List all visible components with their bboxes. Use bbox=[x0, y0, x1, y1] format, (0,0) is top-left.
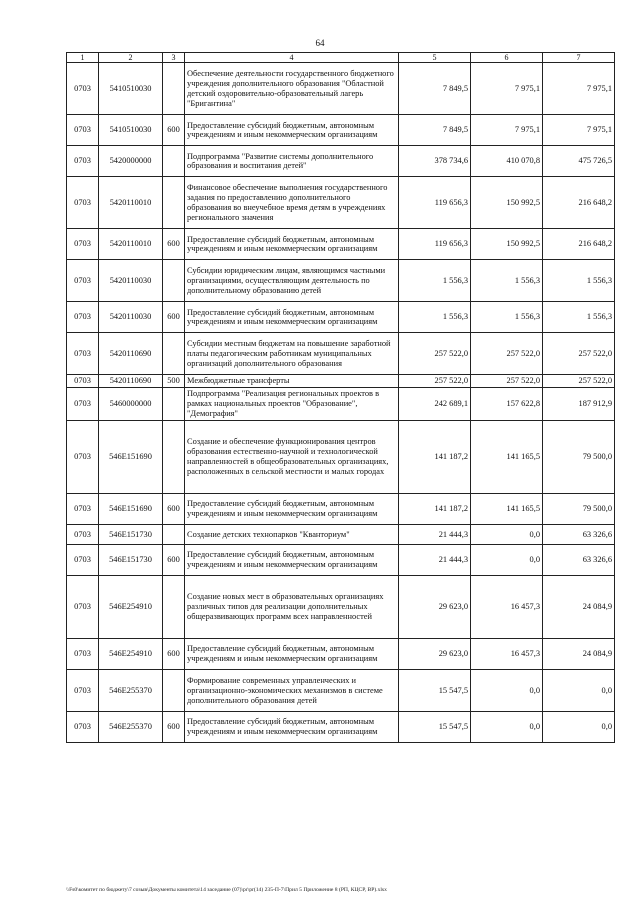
expense-type-code-cell: 500 bbox=[163, 375, 185, 388]
expense-type-code-cell bbox=[163, 388, 185, 421]
expense-type-code-cell: 600 bbox=[163, 712, 185, 743]
section-code-cell: 0703 bbox=[67, 670, 99, 712]
item-name-cell: Подпрограмма "Реализация региональных проектов в рамках национальных проектов "Образование", "Демография" bbox=[185, 388, 399, 421]
section-code-cell: 0703 bbox=[67, 177, 99, 229]
section-code-cell: 0703 bbox=[67, 525, 99, 545]
amount-col6-cell: 16 457,3 bbox=[471, 639, 543, 670]
section-code-cell: 0703 bbox=[67, 333, 99, 375]
item-name-cell: Предоставление субсидий бюджетным, автономным учреждениям и иным некоммерческим организациям bbox=[185, 712, 399, 743]
target-item-code-cell: 546E254910 bbox=[99, 639, 163, 670]
amount-col5-cell: 378 734,6 bbox=[399, 146, 471, 177]
amount-col7-cell: 1 556,3 bbox=[543, 302, 615, 333]
amount-col6-cell: 410 070,8 bbox=[471, 146, 543, 177]
amount-col5-cell: 21 444,3 bbox=[399, 545, 471, 576]
item-name-cell: Обеспечение деятельности государственного бюджетного учреждения дополнительного образования "Областной детский оздоровительно-образовательный лагерь "Бригантина" bbox=[185, 63, 399, 115]
column-number-row bbox=[67, 53, 615, 63]
expense-type-code-cell bbox=[163, 670, 185, 712]
table-row bbox=[67, 670, 615, 712]
amount-col7-cell: 257 522,0 bbox=[543, 375, 615, 388]
column-number: 3 bbox=[163, 53, 185, 63]
item-name-cell: Создание и обеспечение функционирования центров образования естественно-научной и технологической направленностей в общеобразовательных организациях, расположенных в сельской местности и малых городах bbox=[185, 421, 399, 494]
amount-col5-cell: 119 656,3 bbox=[399, 229, 471, 260]
table-row bbox=[67, 375, 615, 388]
amount-col5-cell: 29 623,0 bbox=[399, 576, 471, 639]
amount-col7-cell: 79 500,0 bbox=[543, 494, 615, 525]
item-name-cell: Предоставление субсидий бюджетным, автономным учреждениям и иным некоммерческим организациям bbox=[185, 639, 399, 670]
amount-col5-cell: 141 187,2 bbox=[399, 494, 471, 525]
amount-col7-cell: 7 975,1 bbox=[543, 63, 615, 115]
amount-col6-cell: 0,0 bbox=[471, 525, 543, 545]
expense-type-code-cell bbox=[163, 146, 185, 177]
expense-type-code-cell: 600 bbox=[163, 229, 185, 260]
amount-col6-cell: 257 522,0 bbox=[471, 375, 543, 388]
target-item-code-cell: 5420000000 bbox=[99, 146, 163, 177]
table-row bbox=[67, 333, 615, 375]
item-name-cell: Подпрограмма "Развитие системы дополнительного образования и воспитания детей" bbox=[185, 146, 399, 177]
section-code-cell: 0703 bbox=[67, 146, 99, 177]
amount-col6-cell: 0,0 bbox=[471, 545, 543, 576]
item-name-cell: Финансовое обеспечение выполнения государственного задания по предоставлению дополнительного образования во внеучебное время детям в учреждениях регионального значения bbox=[185, 177, 399, 229]
section-code-cell: 0703 bbox=[67, 302, 99, 333]
item-name-cell: Предоставление субсидий бюджетным, автономным учреждениям и иным некоммерческим организациям bbox=[185, 494, 399, 525]
item-name-cell: Субсидии юридическим лицам, являющимся частными организациями, осуществляющим деятельность по дополнительному образованию детей bbox=[185, 260, 399, 302]
table-row bbox=[67, 494, 615, 525]
table-row bbox=[67, 525, 615, 545]
table-row bbox=[67, 115, 615, 146]
target-item-code-cell: 546E151690 bbox=[99, 421, 163, 494]
amount-col5-cell: 119 656,3 bbox=[399, 177, 471, 229]
expense-type-code-cell bbox=[163, 525, 185, 545]
amount-col5-cell: 242 689,1 bbox=[399, 388, 471, 421]
amount-col6-cell: 7 975,1 bbox=[471, 63, 543, 115]
amount-col5-cell: 21 444,3 bbox=[399, 525, 471, 545]
section-code-cell: 0703 bbox=[67, 494, 99, 525]
table-row bbox=[67, 576, 615, 639]
section-code-cell: 0703 bbox=[67, 63, 99, 115]
item-name-cell: Предоставление субсидий бюджетным, автономным учреждениям и иным некоммерческим организациям bbox=[185, 115, 399, 146]
expense-type-code-cell: 600 bbox=[163, 639, 185, 670]
amount-col6-cell: 150 992,5 bbox=[471, 229, 543, 260]
amount-col6-cell: 141 165,5 bbox=[471, 421, 543, 494]
section-code-cell: 0703 bbox=[67, 260, 99, 302]
table-row bbox=[67, 63, 615, 115]
section-code-cell: 0703 bbox=[67, 545, 99, 576]
target-item-code-cell: 5420110010 bbox=[99, 177, 163, 229]
amount-col6-cell: 0,0 bbox=[471, 670, 543, 712]
table-row bbox=[67, 639, 615, 670]
table-row bbox=[67, 146, 615, 177]
expense-type-code-cell: 600 bbox=[163, 545, 185, 576]
target-item-code-cell: 5420110010 bbox=[99, 229, 163, 260]
table-row bbox=[67, 260, 615, 302]
section-code-cell: 0703 bbox=[67, 576, 99, 639]
budget-table bbox=[66, 52, 615, 743]
target-item-code-cell: 546E151730 bbox=[99, 525, 163, 545]
column-number: 1 bbox=[67, 53, 99, 63]
target-item-code-cell: 546E151690 bbox=[99, 494, 163, 525]
expense-type-code-cell: 600 bbox=[163, 115, 185, 146]
column-number: 7 bbox=[543, 53, 615, 63]
table-row bbox=[67, 545, 615, 576]
amount-col7-cell: 24 084,9 bbox=[543, 639, 615, 670]
amount-col6-cell: 16 457,3 bbox=[471, 576, 543, 639]
item-name-cell: Предоставление субсидий бюджетным, автономным учреждениям и иным некоммерческим организациям bbox=[185, 545, 399, 576]
section-code-cell: 0703 bbox=[67, 375, 99, 388]
amount-col5-cell: 1 556,3 bbox=[399, 260, 471, 302]
section-code-cell: 0703 bbox=[67, 639, 99, 670]
page-number: 64 bbox=[315, 38, 325, 48]
item-name-cell: Предоставление субсидий бюджетным, автономным учреждениям и иным некоммерческим организациям bbox=[185, 302, 399, 333]
amount-col7-cell: 216 648,2 bbox=[543, 229, 615, 260]
amount-col6-cell: 150 992,5 bbox=[471, 177, 543, 229]
target-item-code-cell: 5420110030 bbox=[99, 260, 163, 302]
target-item-code-cell: 5420110030 bbox=[99, 302, 163, 333]
expense-type-code-cell bbox=[163, 576, 185, 639]
table-row bbox=[67, 177, 615, 229]
file-path-footer: \\Fs0\комитет по бюджету\7 созыв\Документы комитета\14 заседание (07)\pr\pr(14) 235-П-7\Прил 5 Приложение 8 (РП, КЦСР, ВР).xlsx bbox=[66, 887, 387, 893]
target-item-code-cell: 5460000000 bbox=[99, 388, 163, 421]
amount-col7-cell: 63 326,6 bbox=[543, 545, 615, 576]
amount-col7-cell: 0,0 bbox=[543, 670, 615, 712]
section-code-cell: 0703 bbox=[67, 421, 99, 494]
amount-col5-cell: 7 849,5 bbox=[399, 63, 471, 115]
amount-col6-cell: 141 165,5 bbox=[471, 494, 543, 525]
target-item-code-cell: 546E254910 bbox=[99, 576, 163, 639]
amount-col6-cell: 7 975,1 bbox=[471, 115, 543, 146]
target-item-code-cell: 546E255370 bbox=[99, 712, 163, 743]
column-number: 4 bbox=[185, 53, 399, 63]
target-item-code-cell: 5420110690 bbox=[99, 375, 163, 388]
target-item-code-cell: 546E151730 bbox=[99, 545, 163, 576]
amount-col6-cell: 1 556,3 bbox=[471, 302, 543, 333]
amount-col7-cell: 0,0 bbox=[543, 712, 615, 743]
target-item-code-cell: 5420110690 bbox=[99, 333, 163, 375]
section-code-cell: 0703 bbox=[67, 388, 99, 421]
amount-col7-cell: 187 912,9 bbox=[543, 388, 615, 421]
table-row bbox=[67, 712, 615, 743]
section-code-cell: 0703 bbox=[67, 115, 99, 146]
amount-col6-cell: 0,0 bbox=[471, 712, 543, 743]
amount-col6-cell: 157 622,8 bbox=[471, 388, 543, 421]
expense-type-code-cell: 600 bbox=[163, 302, 185, 333]
table-body bbox=[67, 53, 615, 743]
expense-type-code-cell bbox=[163, 260, 185, 302]
section-code-cell: 0703 bbox=[67, 229, 99, 260]
expense-type-code-cell bbox=[163, 333, 185, 375]
expense-type-code-cell bbox=[163, 421, 185, 494]
item-name-cell: Межбюджетные трансферты bbox=[185, 375, 399, 388]
amount-col5-cell: 1 556,3 bbox=[399, 302, 471, 333]
column-number: 5 bbox=[399, 53, 471, 63]
amount-col5-cell: 7 849,5 bbox=[399, 115, 471, 146]
amount-col6-cell: 1 556,3 bbox=[471, 260, 543, 302]
amount-col5-cell: 257 522,0 bbox=[399, 333, 471, 375]
expense-type-code-cell bbox=[163, 63, 185, 115]
amount-col7-cell: 1 556,3 bbox=[543, 260, 615, 302]
column-number: 6 bbox=[471, 53, 543, 63]
item-name-cell: Формирование современных управленческих и организационно-экономических механизмов в системе дополнительного образования детей bbox=[185, 670, 399, 712]
expense-type-code-cell: 600 bbox=[163, 494, 185, 525]
item-name-cell: Субсидии местным бюджетам на повышение заработной платы педагогическим работникам муниципальных организаций дополнительного образования bbox=[185, 333, 399, 375]
amount-col7-cell: 475 726,5 bbox=[543, 146, 615, 177]
amount-col5-cell: 15 547,5 bbox=[399, 670, 471, 712]
section-code-cell: 0703 bbox=[67, 712, 99, 743]
item-name-cell: Предоставление субсидий бюджетным, автономным учреждениям и иным некоммерческим организациям bbox=[185, 229, 399, 260]
amount-col5-cell: 141 187,2 bbox=[399, 421, 471, 494]
target-item-code-cell: 546E255370 bbox=[99, 670, 163, 712]
item-name-cell: Создание детских технопарков "Кванториум" bbox=[185, 525, 399, 545]
target-item-code-cell: 5410510030 bbox=[99, 115, 163, 146]
amount-col5-cell: 29 623,0 bbox=[399, 639, 471, 670]
table-row bbox=[67, 229, 615, 260]
column-number: 2 bbox=[99, 53, 163, 63]
amount-col7-cell: 216 648,2 bbox=[543, 177, 615, 229]
amount-col5-cell: 257 522,0 bbox=[399, 375, 471, 388]
target-item-code-cell: 5410510030 bbox=[99, 63, 163, 115]
table-row bbox=[67, 302, 615, 333]
amount-col7-cell: 63 326,6 bbox=[543, 525, 615, 545]
item-name-cell: Создание новых мест в образовательных организациях различных типов для реализации дополнительных общеразвивающих программ всех направленностей bbox=[185, 576, 399, 639]
table-row bbox=[67, 388, 615, 421]
amount-col6-cell: 257 522,0 bbox=[471, 333, 543, 375]
amount-col7-cell: 79 500,0 bbox=[543, 421, 615, 494]
amount-col7-cell: 24 084,9 bbox=[543, 576, 615, 639]
expense-type-code-cell bbox=[163, 177, 185, 229]
amount-col7-cell: 7 975,1 bbox=[543, 115, 615, 146]
table-row bbox=[67, 421, 615, 494]
amount-col5-cell: 15 547,5 bbox=[399, 712, 471, 743]
amount-col7-cell: 257 522,0 bbox=[543, 333, 615, 375]
